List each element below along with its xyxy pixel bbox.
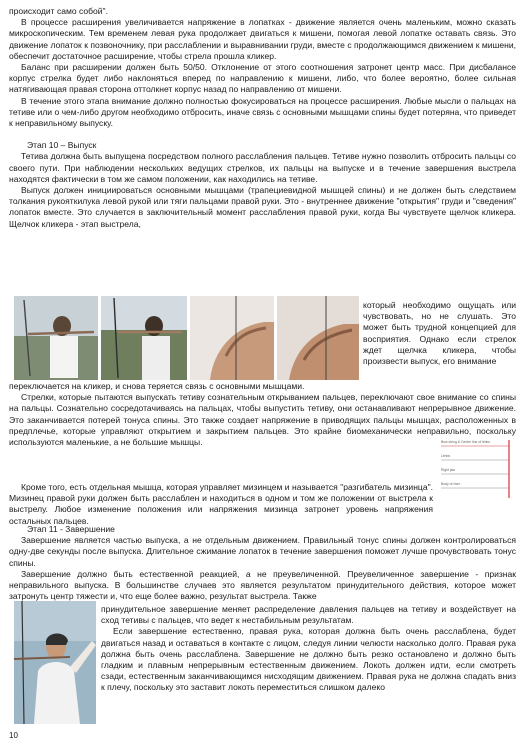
paragraph: переключается на кликер, и снова теряется связь с основными мышцами. [9,381,305,391]
paragraph: Кроме того, есть отдельная мышца, которая управляет мизинцем и называется "разгибатель мизинца". Мизинец правой руки должен быть расслаблен и находиться в одном и том же положении от выстрела к выстрелу. Любое изменение положения или напряжения мизинца затронет уровень напряжения остальных пальцев. [9,482,433,526]
follow-through-photo [14,601,96,724]
diagram-label: Bow string & Center line of limbs [441,440,490,444]
diagram-label: Limbs [441,454,451,458]
diagram-label: Body of riser [441,482,461,486]
diagram-label: Right jaw [441,468,455,472]
bow-alignment-diagram [437,438,520,500]
paragraph: который необходимо ощущать или чувствовать, но не слушать. Это может быть трудной концепцией для восприятия. Однако если стрелок ждет щелчка кликера, чтобы произвести выпуск, его внимание [363,300,516,367]
section-heading-stage-10: Этап 10 – Выпуск [27,140,97,151]
paragraph: Завершение является частью выпуска, а не отдельным движением. Правильный тонус спины должен контролироваться одну-две секунды после выпуска. Длительное сжимание лопаток в течение завершения поможет лучше прочувствовать тонус спины. [9,535,516,568]
release-photo-sequence [14,296,359,380]
paragraph: Если завершение естественно, правая рука, которая должна быть очень расслаблена, будет двигаться назад и оставаться в контакте с лицом, следуя линии челюсти насколько долго. Правая рука должна быть очень расслаблена. Завершение не должно быть резко остановлено и должно быть гладким и плавным непрерывным естественным движением. Локоть должен идти, если смотреть сзади, естественным заканчивающимся нисходящим движением. Правая рука не должна спадать вниз к плечу, поскольку это заставит локоть переместиться слишком далеко [101,626,516,693]
stage-11-wrap-text [101,604,516,694]
paragraph: Выпуск должен инициироваться основными мышцами (трапециевидной мышцей спины) и не должен быть следствием толкания рукояткилука левой рукой или тяги пальцами правой руки. Это - внутреннее движение "открытия" груди и "сведения" лопаток вместе. Это случается в заключительный момент расслабления правой руки, когда Вы чувствуете щелчок кликера. Щелчок кликера - этап выстрела, [9,185,516,229]
paragraph: принудительное завершение меняет распределение давления пальцев на тетиву и воздействует на сход тетивы с пальцев, что ведет к нестабильным результатам. [101,604,516,626]
paragraph: В процессе расширения увеличивается напряжение в лопатках - движение является очень маленьким, можно сказать микроскопическим. Тем временем левая рука продолжает двигаться к мишени, помогая левой лопатке оставать связь. Это движение лопаток к позвоночнику, при расслаблении и выравнивании груди, вместе с продолжающимся движением к мишени, обеспечит достаточное расширение, чтобы стрела прошла кликер. [9,17,516,61]
archer-follow-through-image [14,601,96,724]
paragraph: В течение этого этапа внимание должно полностью фокусироваться на процессе расширения. Любые мысли о пальцах на тетиве или о чем-либо другом необходимо отбросить, иначе связь с основными мышцами спины будет потеряна, что приведет к неправильному выпуску. [9,95,516,129]
paragraph: Баланс при расширении должен быть 50/50. Отклонение от этого соотношения затронет центр масс. При дисбалансе корпус стрелка будет либо наклоняться вперед по направлению к мишени, либо, что более вероятно, более сильная натягивающая правая сторона оттолкнет корпус назад по направлению от мишени. [9,62,516,95]
page-number: 10 [9,731,18,740]
wrap-text-right-of-photos [363,300,516,367]
little-finger-paragraph [9,482,433,527]
paragraph: Стрелки, которые пытаются выпускать тетиву сознательным открыванием пальцев, переключают свое внимание со спины на пальцы. Сознательно сосредотачиваясь на пальцах, чтобы выпустить тетиву, они останавливают непрерывное движение. Это заканчивается потерей тонуса спины. Это также создает напряжение в приводящих пальцы мышцах, расположенных в предплечье, которые управляют открытием и закрытием пальцев. Это крайне биомеханически неправильно, поскольку используются маленькие, а не большие мышцы. [9,392,516,448]
paragraph: Завершение должно быть естественной реакцией, а не преувеличенной. Преувеличенное завершение - признак неправильного выпуска. В большинстве случаев это является результатом принудительного действия, которое может затронуть центр тяжести и, что еще более важно, результат выстрела. Также [9,568,516,602]
stage-11-block [9,524,516,602]
intro-text-block [9,6,516,230]
section-heading-stage-11: Этап 11 - Завершение [27,524,115,534]
paragraph: Тетива должна быть выпущена посредством полного расслабления пальцев. Тетиве нужно позволить отбросить пальцы со своего пути. При наблюдении нескольких ведущих стрелков, их пальцы на выпуске и в течение завершения выстрела находятся фактически в том же самом положении, как находились на тетиве. [9,151,516,184]
archer-release-photos [14,296,359,380]
paragraph: происходит само собой". [9,6,108,16]
